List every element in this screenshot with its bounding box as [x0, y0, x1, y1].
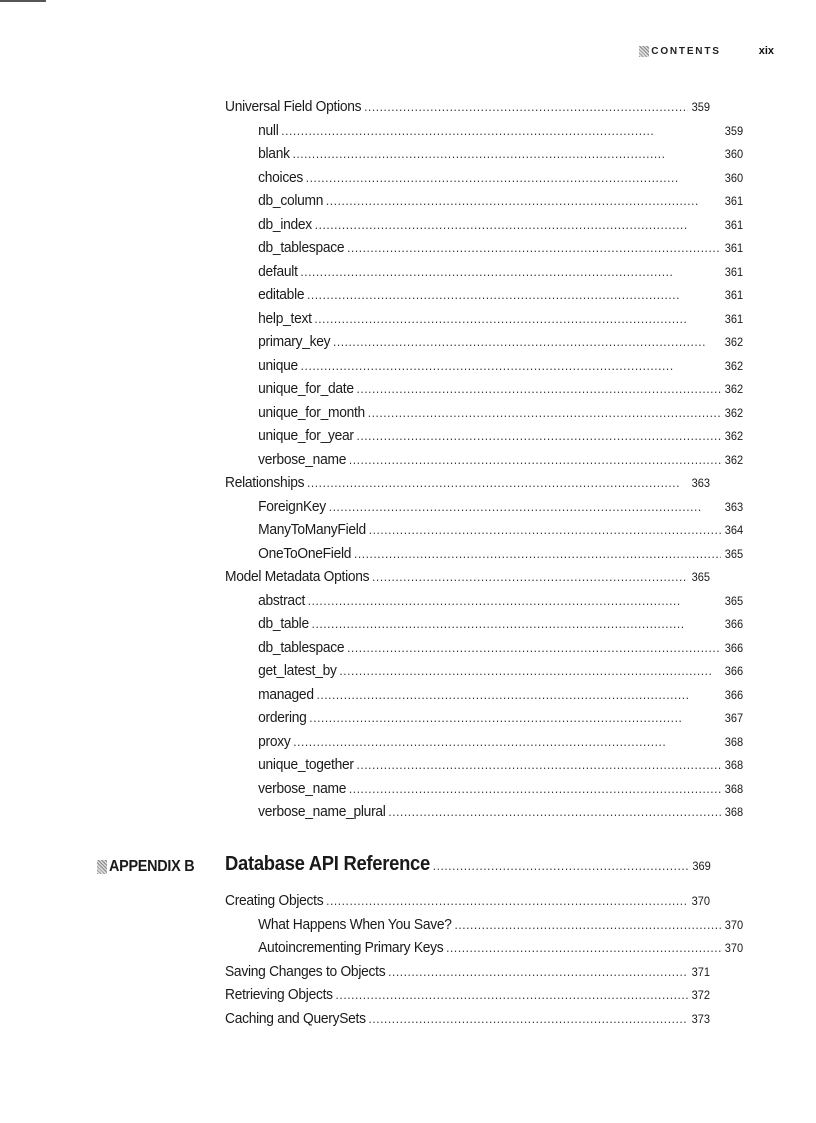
toc-entry-label: unique [258, 356, 298, 374]
toc-entry-page-number: 361 [724, 264, 744, 279]
toc-entry[interactable] [225, 192, 743, 216]
toc-entry-page-number: 359 [724, 123, 744, 138]
toc-entry-page-number: 365 [724, 546, 744, 561]
toc-entry-label: ordering [258, 709, 307, 726]
toc-entry-page-number: 366 [724, 664, 744, 678]
hatch-marker-icon [639, 46, 649, 57]
appendix-tag-label: APPENDIX B [109, 858, 195, 875]
toc-entry-label: Autoincrementing Primary Keys [258, 939, 444, 956]
toc-entry[interactable] [225, 216, 743, 240]
toc-entry[interactable] [225, 686, 743, 710]
toc-entry-page-number: 361 [724, 194, 744, 208]
toc-entry-label: verbose_name [258, 779, 347, 797]
toc-entry-label: primary_key [258, 333, 331, 350]
toc-entry[interactable] [225, 892, 710, 916]
toc-entry-label: unique_for_date [258, 380, 354, 397]
toc-entry-label: null [258, 121, 279, 139]
toc-entry[interactable] [225, 615, 743, 639]
toc-entry-label: Model Metadata Options [225, 568, 370, 585]
dot-leader [368, 405, 721, 420]
toc-entry[interactable] [225, 733, 743, 757]
toc-entry[interactable] [225, 98, 710, 122]
toc-entry[interactable] [225, 333, 743, 357]
dot-leader [314, 311, 721, 326]
toc-entry-label: OneToOneField [258, 544, 352, 562]
dot-leader [293, 146, 722, 161]
toc-entry-label: Creating Objects [225, 892, 324, 909]
toc-entry[interactable] [225, 357, 743, 381]
running-head [639, 44, 774, 58]
dot-leader [307, 475, 688, 490]
toc-entry-label: db_index [258, 215, 312, 233]
toc-entry[interactable] [225, 380, 743, 404]
toc-entry[interactable] [225, 545, 743, 569]
toc-entry-page-number: 366 [724, 640, 744, 655]
toc-entry-page-number: 370 [724, 941, 744, 955]
appendix-page-number: 369 [692, 859, 711, 873]
toc-entry-page-number: 366 [724, 687, 744, 702]
toc-entry-page-number: 362 [724, 429, 744, 443]
toc-entry[interactable] [225, 286, 743, 310]
toc-entry[interactable] [225, 169, 743, 193]
toc-entry-label: help_text [258, 309, 312, 327]
toc-entry[interactable] [225, 709, 743, 733]
dot-leader [357, 757, 722, 772]
toc-entry-label: Universal Field Options [225, 98, 362, 115]
dot-leader [433, 858, 689, 873]
toc-entry[interactable] [225, 780, 743, 804]
dot-leader [349, 781, 721, 796]
dot-leader [368, 1011, 687, 1026]
toc-entry-page-number: 371 [691, 964, 711, 979]
toc-entry-label: db_table [258, 615, 309, 632]
toc-entry-page-number: 362 [724, 382, 744, 396]
dot-leader [315, 217, 721, 232]
dot-leader [329, 499, 721, 514]
dot-leader [357, 381, 722, 396]
toc-entry-page-number: 359 [691, 100, 711, 114]
toc-entry[interactable] [225, 427, 743, 451]
dot-leader [326, 193, 721, 208]
toc-entry-label: Retrieving Objects [225, 986, 333, 1003]
toc-entry[interactable] [225, 986, 710, 1010]
dot-leader [388, 964, 688, 979]
dot-leader [293, 734, 721, 749]
toc-entry-label: db_tablespace [258, 638, 345, 656]
dot-leader [309, 710, 721, 725]
dot-leader [364, 99, 688, 114]
toc-entry-label: unique_for_year [258, 427, 354, 444]
toc-entry[interactable] [225, 521, 743, 545]
toc-entry-label: Saving Changes to Objects [225, 962, 386, 980]
dot-leader [312, 616, 721, 631]
toc-entry-page-number: 361 [724, 217, 744, 232]
toc-list [225, 98, 744, 827]
appendix-toc-list [225, 892, 744, 1033]
toc-entry-label: get_latest_by [258, 662, 337, 679]
appendix-title-row[interactable] [225, 853, 711, 881]
toc-entry[interactable] [225, 404, 743, 428]
dot-leader [369, 522, 721, 537]
toc-entry-page-number: 361 [724, 241, 744, 255]
toc-entry-label: unique_together [258, 756, 354, 773]
dot-leader [372, 569, 688, 584]
toc-entry-label: db_tablespace [258, 239, 345, 256]
toc-entry-page-number: 368 [724, 734, 744, 749]
toc-entry-page-number: 365 [724, 593, 744, 608]
dot-leader [306, 170, 721, 185]
toc-entry[interactable] [225, 122, 743, 146]
toc-entry[interactable] [225, 662, 743, 686]
toc-entry-label: choices [258, 168, 303, 186]
toc-entry[interactable] [225, 498, 743, 522]
toc-entry-page-number: 361 [724, 311, 744, 326]
dot-leader [454, 917, 721, 932]
toc-entry-label: ForeignKey [258, 497, 326, 515]
toc-entry[interactable] [225, 639, 743, 663]
toc-entry-label: managed [258, 685, 314, 703]
dot-leader [347, 640, 721, 655]
toc-entry-page-number: 368 [724, 805, 744, 819]
toc-entry[interactable] [225, 592, 743, 616]
toc-entry-page-number: 360 [724, 170, 744, 185]
running-head-label: CONTENTS [651, 45, 721, 57]
toc-entry[interactable] [225, 451, 743, 475]
toc-entry[interactable] [225, 963, 710, 987]
toc-entry[interactable] [225, 145, 743, 169]
toc-entry-page-number: 367 [724, 711, 744, 725]
toc-entry-page-number: 370 [691, 894, 711, 908]
toc-entry-page-number: 372 [691, 988, 711, 1002]
toc-entry-page-number: 366 [724, 617, 744, 631]
dot-leader [300, 264, 721, 279]
toc-entry[interactable] [225, 310, 743, 334]
dot-leader [339, 663, 721, 678]
toc-entry[interactable] [225, 803, 743, 827]
appendix-tag [97, 853, 204, 881]
toc-entry-page-number: 368 [724, 781, 744, 796]
dot-leader [281, 123, 721, 138]
toc-entry-page-number: 362 [724, 335, 744, 349]
toc-entry-page-number: 373 [691, 1011, 711, 1026]
dot-leader [347, 240, 721, 255]
dot-leader [326, 893, 688, 908]
dot-leader [446, 940, 721, 955]
toc-entry[interactable] [225, 756, 743, 780]
dot-leader [301, 358, 721, 373]
appendix-title: Database API Reference [225, 853, 430, 875]
toc-entry-page-number: 363 [724, 499, 744, 514]
toc-entry-label: ManyToManyField [258, 521, 366, 538]
toc-entry-label: unique_for_month [258, 403, 365, 421]
toc-entry-label: abstract [258, 591, 306, 609]
toc-entry-page-number: 360 [724, 147, 744, 161]
toc-entry-page-number: 362 [724, 452, 744, 467]
toc-entry-label: verbose_name [258, 450, 347, 468]
toc-entry-page-number: 365 [691, 570, 711, 584]
dot-leader [308, 593, 721, 608]
toc-entry[interactable] [225, 263, 743, 287]
toc-entry-page-number: 368 [724, 758, 744, 772]
toc-entry-page-number: 362 [724, 358, 744, 373]
toc-entry[interactable] [225, 916, 743, 940]
toc-entry-page-number: 370 [724, 917, 744, 932]
dot-leader [356, 428, 721, 443]
toc-entry-label: verbose_name_plural [258, 803, 386, 820]
toc-entry-page-number: 362 [724, 405, 744, 420]
toc-entry[interactable] [225, 568, 710, 592]
dot-leader [336, 987, 688, 1002]
running-head-page-number: xix [758, 45, 774, 57]
toc-entry[interactable] [225, 239, 743, 263]
dot-leader [388, 804, 721, 819]
dot-leader [354, 546, 721, 561]
toc-entry-label: proxy [258, 732, 291, 750]
dot-leader [349, 452, 721, 467]
toc-entry-label: Caching and QuerySets [225, 1009, 366, 1027]
hatch-marker-icon [97, 860, 107, 874]
toc-entry[interactable] [225, 474, 710, 498]
dot-leader [307, 287, 721, 302]
toc-entry-page-number: 364 [724, 523, 744, 537]
toc-entry-label: editable [258, 286, 305, 303]
toc-entry-label: default [258, 262, 298, 280]
toc-entry-label: db_column [258, 192, 324, 209]
toc-entry-label: What Happens When You Save? [258, 915, 452, 933]
toc-entry-label: blank [258, 145, 290, 162]
toc-entry-label: Relationships [225, 474, 305, 491]
corner-rule [0, 0, 46, 2]
toc-entry[interactable] [225, 939, 743, 963]
dot-leader [316, 687, 721, 702]
dot-leader [333, 334, 721, 349]
toc-entry-page-number: 361 [724, 288, 744, 302]
toc-entry[interactable] [225, 1010, 710, 1034]
toc-entry-page-number: 363 [691, 476, 711, 490]
